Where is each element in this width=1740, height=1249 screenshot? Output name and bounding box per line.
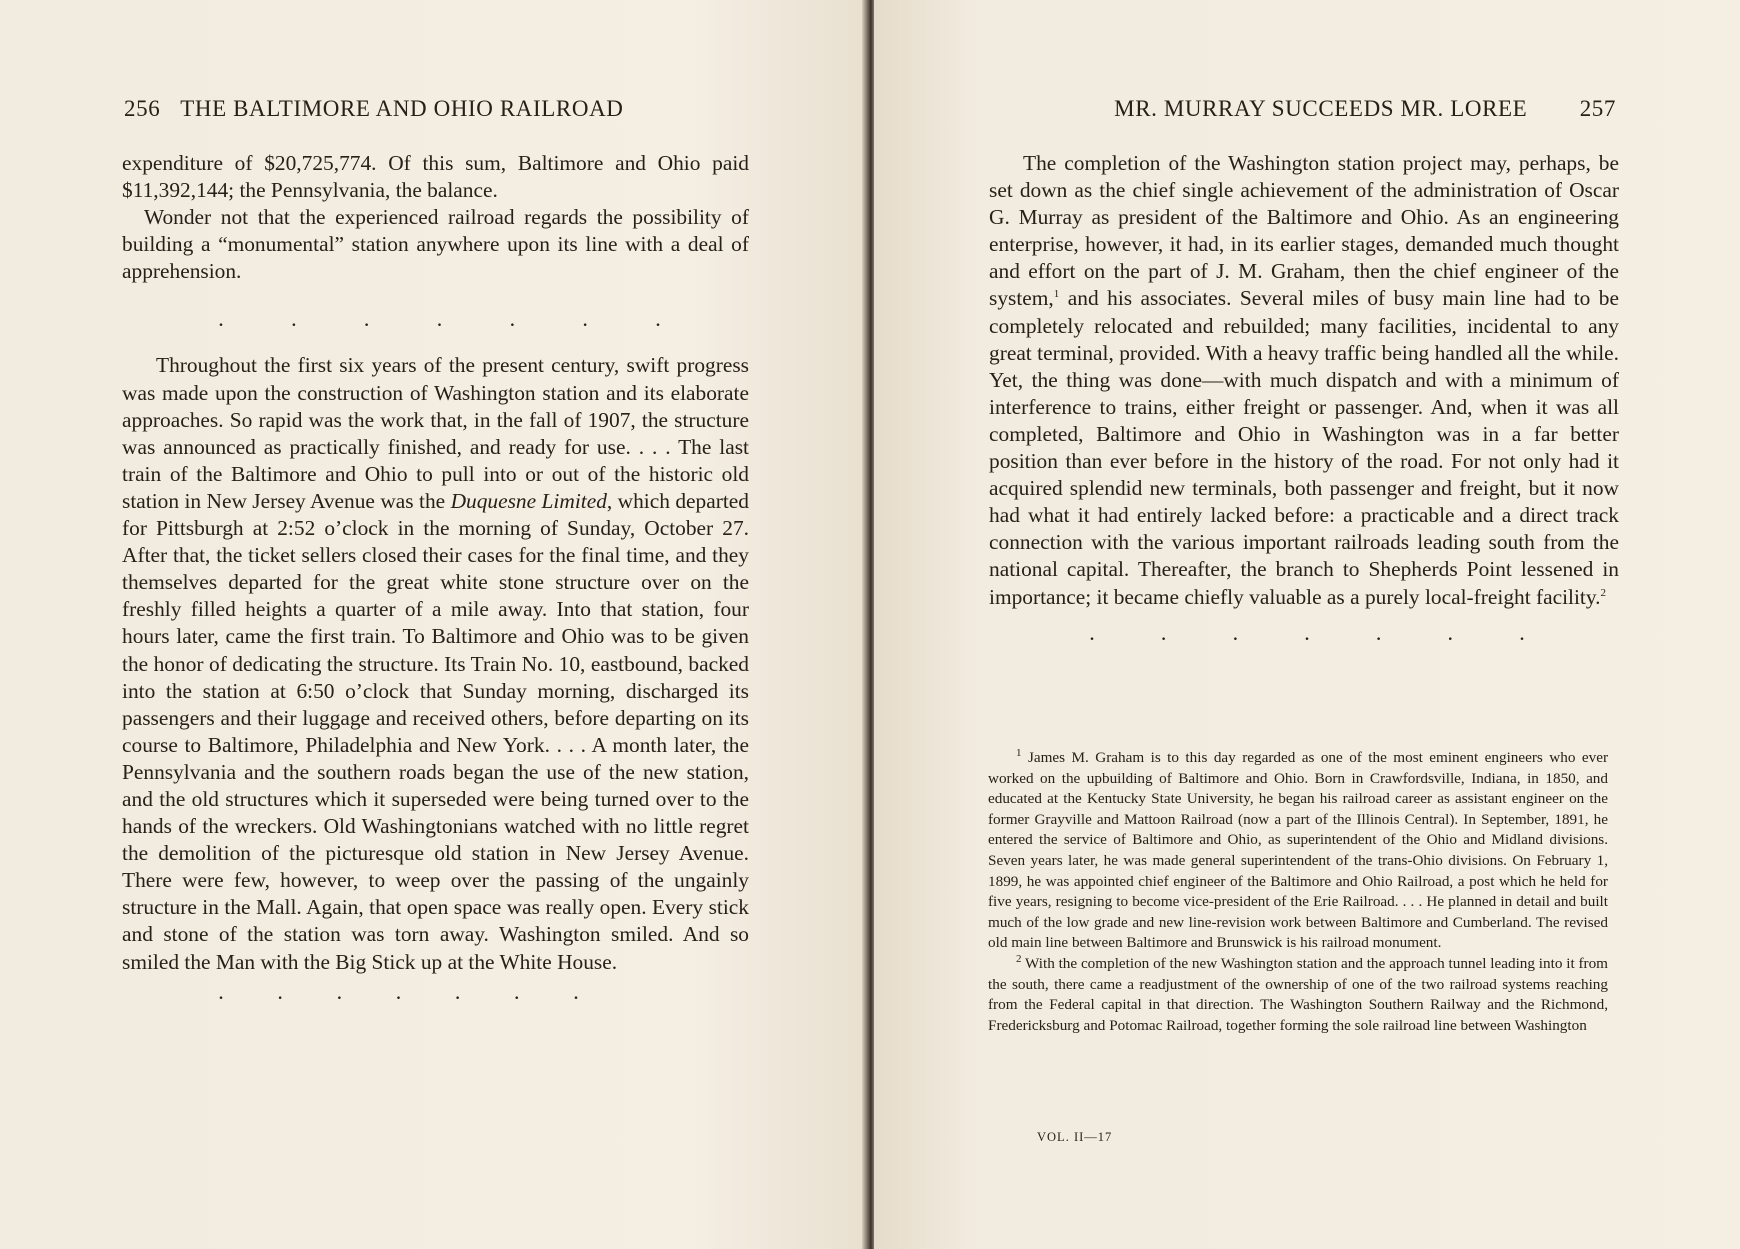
left-paragraph-3-part-2: , which departed for Pittsburgh at 2:52 o’clock in the morning of Sunday, October 27. After that, the ticket sellers closed their cases for the final time, and they themselves departed for the great white stone structure over on the freshly filled heights a quarter of a mile away. Into that station, four hours later, came the first train. To Baltimore and Ohio was to be given the honor of dedicating the structure. Its Train No. 10, eastbound, backed into the station at 6:50 o’clock that Sunday morning, discharged its passengers and their luggage and received others, before departing on its course to Baltimore, Philadelphia and New York. . . . A month later, the Pennsylvania and the southern roads began the use of the new station, and the old structures which it superseded were being turned over to the hands of the wreckers. Old Washingtonians watched with no little regret the demolition of the picturesque old station in New Jersey Avenue. There were few, however, to weep over the passing of the ungainly structure in the Mall. Again, that open space was really open. Every stick and stone of the station was torn away. Washington smiled. And so smiled the Man with the Big Stick up at the White House. — [122, 488, 749, 974]
left-running-head — [124, 96, 748, 122]
right-body-text — [989, 150, 1619, 646]
left-section-break-2: . . . . . . . — [218, 978, 579, 1004]
footnote-2 — [988, 954, 1608, 1036]
left-paragraph-1: expenditure of $20,725,774. Of this sum, Baltimore and Ohio paid $11,392,144; the Pennsylvania, the balance. — [122, 151, 749, 203]
left-page — [0, 0, 866, 1249]
right-running-title: MR. MURRAY SUCCEEDS MR. LOREE — [1114, 96, 1528, 121]
right-paragraph-1-part-1: The completion of the Washington station project may, perhaps, be set down as the chief single achievement of the administration of Oscar G. Murray as president of the Baltimore and Ohio. As an engineering enterprise, however, it had, in its earlier stages, demanded much thought and effort on the part of J. M. Graham, then the chief engineer of the system, — [989, 151, 1619, 311]
right-section-break: . . . . . . . — [1089, 619, 1525, 645]
footnotes — [988, 748, 1608, 1036]
right-page — [874, 0, 1740, 1249]
signature-mark: VOL. II—17 — [1037, 1130, 1113, 1144]
footnote-2-mark: 2 — [1016, 952, 1022, 965]
right-running-head — [1072, 96, 1616, 122]
train-name-italic: Duquesne Limited — [450, 488, 607, 513]
left-section-break-1: . . . . . . . — [218, 306, 661, 332]
right-paragraph-1 — [989, 150, 1619, 611]
left-paragraph-2: Wonder not that the experienced railroad regards the possibility of building a “monumental” station anywhere upon its line with a deal of apprehension. — [122, 205, 749, 284]
left-paragraph-3 — [122, 352, 749, 975]
footnote-2-text: With the completion of the new Washington station and the approach tunnel leading into it from the south, there came a readjustment of the ownership of one of the two railroad systems reaching from the Federal capital in that direction. The Washington Southern Railway and the Richmond, Fredericksburg and Potomac Railroad, together forming the sole railroad line between Washington — [988, 954, 1608, 1034]
footnote-ref-1: 1 — [1053, 288, 1060, 301]
left-body-text — [122, 150, 749, 1005]
footnote-ref-2: 2 — [1600, 586, 1607, 599]
left-running-title: THE BALTIMORE AND OHIO RAILROAD — [180, 96, 624, 121]
left-paragraph-3-part-1: Throughout the first six years of the present century, swift progress was made upon the construction of Washington station and its elaborate approaches. So rapid was the work that, in the fall of 1907, the structure was announced as practically finished, and ready for use. . . . The last train of the Baltimore and Ohio to pull into or out of the historic old station in New Jersey Avenue was the — [122, 353, 749, 513]
footnote-1-text: James M. Graham is to this day regarded as one of the most eminent engineers who ever worked on the upbuilding of Baltimore and Ohio. Born in Crawfordsville, Indiana, in 1850, and educated at the Kentucky State University, he began his railroad career as assistant engineer on the former Grayville and Mattoon Railroad (now a part of the Illinois Central). In September, 1891, he entered the service of Baltimore and Ohio, as superintendent of the Ohio and Midland divisions. Seven years later, he was made general superintendent of the trans-Ohio divisions. On February 1, 1899, he was appointed chief engineer of the Baltimore and Ohio Railroad, a post which he held for five years, resigning to become vice-president of the Erie Railroad. . . . He planned in detail and built much of the low grade and new line-revision work between Baltimore and Cumberland. The revised old main line between Baltimore and Brunswick is his railroad monument. — [988, 749, 1609, 952]
left-page-number: 256 — [124, 96, 161, 121]
right-page-number: 257 — [1579, 96, 1616, 121]
footnote-1-mark: 1 — [1016, 746, 1022, 759]
right-paragraph-1-part-2: and his associates. Several miles of busy main line had to be completely relocated and rebuilded; many facilities, incidental to any great terminal, provided. With a heavy traffic being handled all the while. Yet, the thing was done—with much dispatch and with a minimum of interference to trains, either freight or passenger. And, when it was all completed, Baltimore and Ohio in Washington was in a far better position than ever before in the history of the road. For not only had it acquired splendid new terminals, both passenger and freight, but it now had what it had entirely lacked before: a practicable and a direct track connection with the various important railroads leading south from the national capital. Thereafter, the branch to Shepherds Point lessened in importance; it became chiefly valuable as a purely local-freight facility. — [989, 286, 1619, 609]
footnote-1 — [988, 748, 1608, 954]
